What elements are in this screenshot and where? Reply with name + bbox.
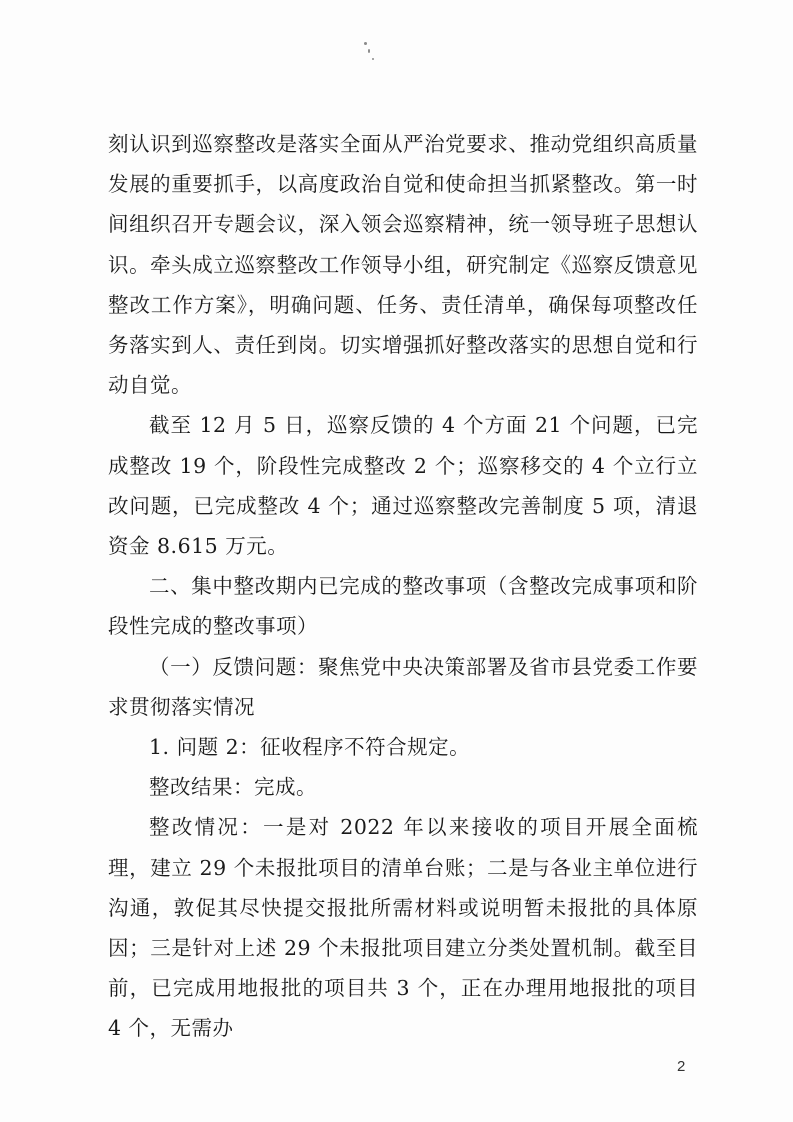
subsection-heading-feedback-issue: （一）反馈问题：聚焦党中央决策部署及省市县党委工作要求贯彻落实情况: [108, 654, 698, 719]
rectification-result: 整改结果：完成。: [149, 775, 317, 800]
speck: [368, 49, 370, 53]
speck: [372, 58, 374, 60]
paragraph-progress-summary: 截至 12 月 5 日，巡察反馈的 4 个方面 21 个问题，已完成整改 19 个，阶段性完成整改 2 个；巡察移交的 4 个立行立改问题，已完成整改 4 个；通过巡察整改完善制度 5 项，清退资金 8.615 万元。: [108, 413, 698, 559]
rectification-details: 整改情况：一是对 2022 年以来接收的项目开展全面梳理，建立 29 个未报批项目的清单台账；二是与各业主单位进行沟通，敦促其尽快提交报批所需材料或说明暂未报批的具体原因；三是针对上述 29 个未报批项目建立分类处置机制。截至目前，已完成用地报批的项目共 3 个，正在办理用地报批的项目 4 个，无需办: [108, 815, 698, 1041]
section-heading-completed-items: 二、集中整改期内已完成的整改事项（含整改完成事项和阶段性完成的整改事项）: [108, 574, 698, 639]
issue-item-title: 1. 问题 2：征收程序不符合规定。: [149, 735, 471, 760]
speck: [364, 42, 367, 45]
document-body: [108, 124, 698, 1049]
page-number: 2: [677, 1058, 686, 1075]
paragraph-rectification-awareness: 刻认识到巡察整改是落实全面从严治党要求、推动党组织高质量发展的重要抓手，以高度政治自觉和使命担当抓紧整改。第一时间组织召开专题会议，深入领会巡察精神，统一领导班子思想认识。牵头成立巡察整改工作领导小组，研究制定《巡察反馈意见整改工作方案》，明确问题、任务、责任清单，确保每项整改任务落实到人、责任到岗。切实增强抓好整改落实的思想自觉和行动自觉。: [108, 132, 698, 398]
scan-specks: [360, 40, 380, 70]
